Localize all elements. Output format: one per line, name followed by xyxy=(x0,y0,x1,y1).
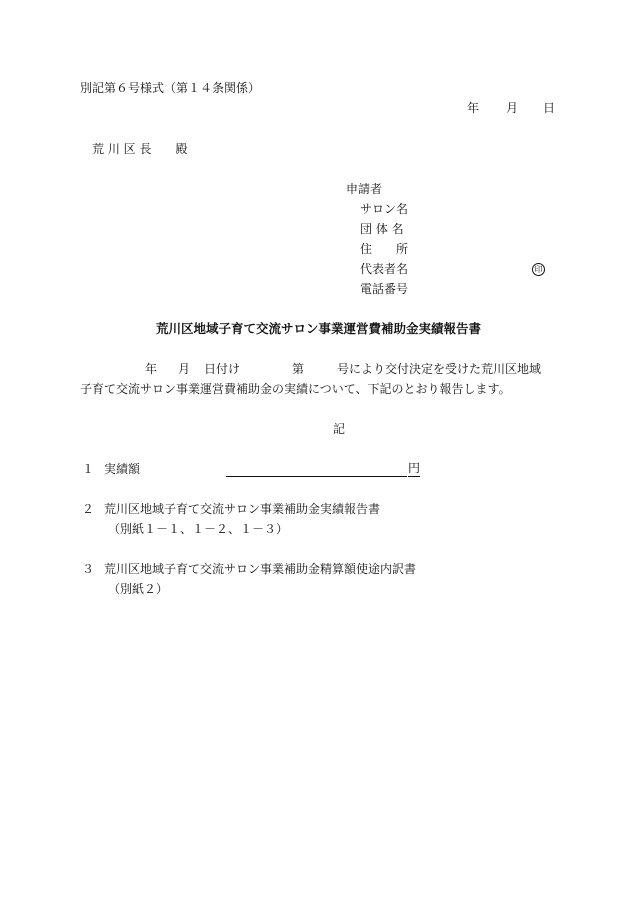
item-2-sub: （別紙１－１、１－２、１－３） xyxy=(108,522,289,536)
applicant-group-name-label: 団 体 名 xyxy=(360,222,404,236)
item-1-label: 実績額 xyxy=(104,462,141,476)
body-month: 月 xyxy=(178,362,191,376)
applicant-phone-label: 電話番号 xyxy=(360,282,409,296)
document-title: 荒川区地域子育て交流サロン事業運営費補助金実績報告書 xyxy=(156,321,482,336)
amount-blank-line xyxy=(226,476,407,477)
form-label: 別記第６号様式（第１４条関係） xyxy=(80,81,261,95)
applicant-address-label: 住 所 xyxy=(360,242,409,256)
applicant-heading: 申請者 xyxy=(346,182,383,196)
body-year: 年 xyxy=(145,362,158,376)
item-3-sub: （別紙２） xyxy=(108,582,169,596)
applicant-salon-name-label: サロン名 xyxy=(360,202,409,216)
item-2-label: 荒川区地域子育て交流サロン事業補助金実績報告書 xyxy=(104,502,381,516)
date-day-label: 日 xyxy=(543,101,556,115)
seal-mark: 印 xyxy=(532,263,545,276)
body-line2: 子育て交流サロン事業運営費補助金の実績について、下記のとおり報告します。 xyxy=(80,382,511,396)
body-number-prefix: 第 xyxy=(292,362,305,376)
item-3-number: ３ xyxy=(82,562,95,576)
date-year-label: 年 xyxy=(467,101,480,115)
applicant-representative-label: 代表者名 xyxy=(360,262,409,276)
item-1-number: １ xyxy=(82,462,95,476)
item-2-number: ２ xyxy=(82,502,95,516)
addressee: 荒 川 区 長 殿 xyxy=(92,142,188,156)
ki-heading: 記 xyxy=(333,422,346,436)
body-day-dated: 日付け xyxy=(204,362,241,376)
item-3-label: 荒川区地域子育て交流サロン事業補助金精算額使途内訳書 xyxy=(104,562,417,576)
item-1-unit: 円 xyxy=(408,461,421,475)
body-line1-rest: 号により交付決定を受けた荒川区地域 xyxy=(337,362,542,376)
date-month-label: 月 xyxy=(506,101,519,115)
